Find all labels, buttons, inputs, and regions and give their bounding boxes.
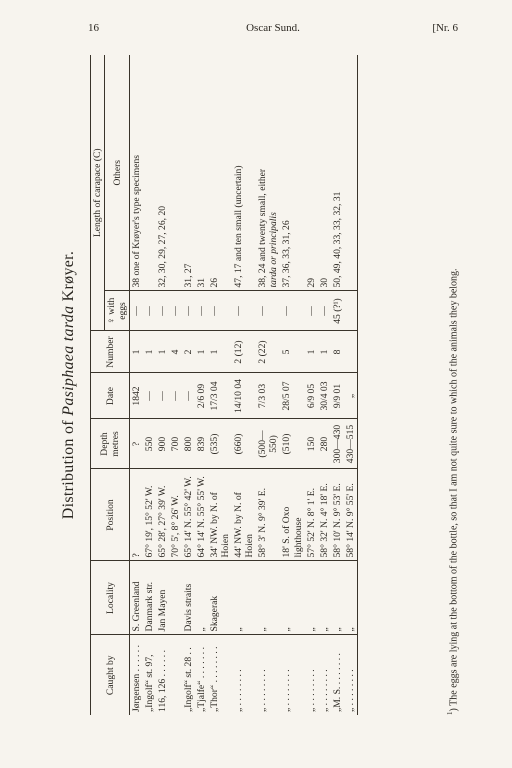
col-length-group: Length of carapace (C) — [91, 55, 105, 331]
cell-caught-by — [130, 635, 144, 715]
cell-position-text: 57° 52' N. 8° 1' E. — [305, 488, 317, 558]
cell-depth — [331, 419, 344, 469]
cell-eggs — [208, 291, 232, 331]
cell-date-text: 28/5 07 — [281, 381, 293, 411]
table-row — [318, 55, 331, 715]
running-header — [88, 22, 458, 38]
table-row — [130, 55, 144, 715]
cell-caught-by — [195, 635, 208, 715]
cell-position-text: ? — [131, 553, 143, 558]
cell-locality — [208, 561, 232, 635]
cell-others — [318, 55, 331, 291]
cell-number — [256, 331, 280, 373]
cell-position — [318, 469, 331, 561]
table-row — [156, 55, 169, 715]
cell-caught-by-text: „Ingolf“ st. 97, — [144, 654, 156, 712]
cell-date-text: 14/10 04 — [233, 379, 245, 413]
cell-position — [344, 469, 358, 561]
title-authority: Krøyer. — [60, 250, 77, 302]
cell-date — [331, 373, 344, 419]
cell-eggs-text: — — [281, 306, 293, 316]
cell-position-text: 58° 3' N. 9° 39' E. — [257, 488, 269, 558]
cell-caught-by — [232, 635, 256, 715]
cell-number-text: 1 — [305, 349, 317, 355]
table-row — [331, 55, 344, 715]
cell-eggs — [344, 291, 358, 331]
cell-others — [232, 55, 256, 291]
cell-position-text: 67° 19', 15° 52' W. — [144, 485, 156, 558]
cell-date — [130, 373, 144, 419]
cell-locality-text: „ — [331, 627, 343, 632]
cell-number-text: 5 — [281, 349, 293, 355]
cell-position — [280, 469, 304, 561]
cell-others-text: 29 — [305, 277, 317, 288]
cell-others-text: 37, 36, 33, 31, 26 — [281, 220, 293, 288]
cell-position-text: 58° 14' N. 9° 55' E. — [344, 483, 356, 558]
cell-number — [195, 331, 208, 373]
cell-others — [331, 55, 344, 291]
cell-others — [156, 55, 169, 291]
cell-position-text: 65° 28', 27° 39' W. — [157, 485, 169, 558]
cell-number-text: 2 — [183, 349, 195, 355]
cell-locality-text: Davis straits — [183, 583, 195, 632]
cell-eggs-text: — — [183, 306, 195, 316]
cell-eggs — [318, 291, 331, 331]
page-number: 16 — [88, 22, 99, 34]
cell-depth-text: 900 — [157, 436, 169, 452]
cell-position — [156, 469, 169, 561]
cell-caught-by-text: 116, 126 . . . . . . — [157, 649, 169, 712]
cell-eggs-text: — — [157, 306, 169, 316]
cell-caught-by-text: Jørgensen . . . . . . — [131, 645, 143, 712]
cell-depth-text: (535) — [209, 433, 221, 455]
cell-locality — [232, 561, 256, 635]
cell-others — [208, 55, 232, 291]
cell-eggs-text: 45 (?¹) — [331, 298, 343, 324]
cell-others-text: 26 — [209, 277, 221, 288]
cell-depth-text: 150 — [305, 436, 317, 452]
cell-eggs-text: — — [131, 306, 143, 316]
cell-depth — [156, 419, 169, 469]
cell-others — [195, 55, 208, 291]
col-females-eggs: ♀ with eggs — [105, 291, 130, 331]
cell-date-text: 9/9 01 — [331, 383, 343, 409]
cell-caught-by — [344, 635, 358, 715]
cell-date-text: 1842 — [131, 386, 143, 406]
cell-caught-by-text: „ . . . . . . . . — [233, 669, 245, 712]
cell-depth-text: ? — [131, 441, 143, 447]
col-number: Number — [91, 331, 130, 373]
cell-position — [169, 469, 182, 561]
cell-locality — [130, 561, 144, 635]
cell-others — [344, 55, 358, 291]
cell-position-text: 64° 14' N. 55° 55' W. — [196, 476, 208, 558]
cell-eggs-text: — — [196, 306, 208, 316]
cell-caught-by-text: „Ingolf“ st. 28 . . — [183, 647, 195, 712]
cell-locality — [331, 561, 344, 635]
cell-depth — [280, 419, 304, 469]
cell-locality — [256, 561, 280, 635]
cell-depth — [344, 419, 358, 469]
cell-others-text: 31 — [196, 277, 208, 288]
cell-caught-by — [331, 635, 344, 715]
table-row — [182, 55, 195, 715]
cell-depth-text: 800 — [183, 436, 195, 452]
cell-position — [130, 469, 144, 561]
table-row — [232, 55, 256, 715]
cell-eggs-text: — — [170, 306, 182, 316]
cell-date — [305, 373, 318, 419]
cell-others — [256, 55, 280, 291]
table-row — [169, 55, 182, 715]
cell-depth — [195, 419, 208, 469]
series-number: [Nr. 6 — [432, 22, 458, 34]
cell-number-text: 2 (22) — [257, 340, 269, 364]
table-row — [344, 55, 358, 715]
cell-locality-text: „ — [318, 627, 330, 632]
cell-caught-by — [280, 635, 304, 715]
cell-date-text: — — [183, 391, 195, 401]
cell-eggs — [305, 291, 318, 331]
cell-locality — [169, 561, 182, 635]
cell-others — [305, 55, 318, 291]
cell-date-text: — — [144, 391, 156, 401]
cell-locality — [195, 561, 208, 635]
cell-number-text: 1 — [157, 349, 169, 355]
cell-locality-text: „ — [233, 627, 245, 632]
cell-depth — [169, 419, 182, 469]
cell-number — [143, 331, 156, 373]
cell-others — [280, 55, 304, 291]
cell-depth — [143, 419, 156, 469]
cell-others — [143, 55, 156, 291]
cell-position-text: 34' NW. by N. of Hoien — [209, 492, 232, 558]
cell-position — [256, 469, 280, 561]
cell-others-text: 31, 27 — [183, 263, 195, 288]
cell-caught-by-text: „M. S. . . . . . . . — [331, 653, 343, 712]
cell-position-text: 18' S. of Oxo lighthouse — [281, 506, 304, 558]
cell-date-text: 6/9 05 — [305, 383, 317, 409]
cell-depth — [232, 419, 256, 469]
col-locality: Locality — [91, 561, 130, 635]
cell-date-text: „ — [344, 393, 356, 399]
cell-number-text: 1 — [318, 349, 330, 355]
cell-eggs-text: — — [144, 306, 156, 316]
cell-locality-text: Jan Mayen — [157, 589, 169, 632]
cell-eggs — [195, 291, 208, 331]
cell-others-text: 38, 24 and twenty small, either — [257, 168, 269, 288]
title-text: Distribution of — [60, 420, 77, 520]
cell-date — [318, 373, 331, 419]
cell-eggs — [280, 291, 304, 331]
cell-caught-by-text: „ . . . . . . . . — [281, 669, 293, 712]
cell-date — [169, 373, 182, 419]
cell-number — [156, 331, 169, 373]
cell-eggs — [182, 291, 195, 331]
cell-date — [344, 373, 358, 419]
cell-number-text: 1 — [131, 349, 143, 355]
cell-locality-text: „ — [196, 627, 208, 632]
cell-eggs — [232, 291, 256, 331]
cell-date — [195, 373, 208, 419]
cell-locality — [156, 561, 169, 635]
col-caught-by: Caught by — [91, 635, 130, 715]
cell-locality-text: „ — [344, 627, 356, 632]
col-depth: Depth metres — [91, 419, 130, 469]
cell-locality — [318, 561, 331, 635]
cell-caught-by — [143, 635, 156, 715]
cell-date — [156, 373, 169, 419]
cell-date-text: — — [170, 391, 182, 401]
cell-number — [182, 331, 195, 373]
cell-locality-text: Skagerak — [209, 595, 221, 632]
cell-position-text: 70° 5', 8° 26' W. — [170, 495, 182, 558]
table-row — [256, 55, 280, 715]
cell-position-text: 44' NW. by N. of Hoien — [233, 492, 256, 558]
cell-others-text: 38 one of Krøyer's type specimens — [131, 154, 143, 288]
table-row — [143, 55, 156, 715]
col-position: Position — [91, 469, 130, 561]
cell-depth-text: 700 — [170, 436, 182, 452]
cell-position-text: 58° 10' N. 9° 53' E. — [331, 483, 343, 558]
cell-depth — [182, 419, 195, 469]
cell-depth — [318, 419, 331, 469]
cell-caught-by — [305, 635, 318, 715]
cell-eggs — [331, 291, 344, 331]
cell-caught-by — [156, 635, 169, 715]
cell-number-text: 1 — [144, 349, 156, 355]
cell-others-continuation: tarda or principalis — [268, 212, 280, 288]
cell-caught-by-text: „ . . . . . . . . — [318, 669, 330, 712]
cell-others-text: 47, 17 and ten small (uncertain) — [233, 165, 245, 288]
cell-depth-text: (510) — [281, 433, 293, 455]
cell-number — [305, 331, 318, 373]
cell-caught-by-text: „ . . . . . . . . — [257, 669, 269, 712]
cell-others-text: 50, 49, 40, 33, 33, 32, 31 — [331, 191, 343, 288]
cell-locality-text: „ — [305, 627, 317, 632]
cell-others — [169, 55, 182, 291]
cell-eggs — [169, 291, 182, 331]
cell-position — [143, 469, 156, 561]
cell-eggs — [143, 291, 156, 331]
cell-date-text: 17/3 04 — [209, 381, 221, 411]
cell-caught-by — [182, 635, 195, 715]
cell-number-text: 1 — [196, 349, 208, 355]
table-row — [280, 55, 304, 715]
cell-eggs-text: — — [305, 306, 317, 316]
footnote-text: ) The eggs are lying at the bottom of the bottle, so that I am not quite sure to which of the animals they belong. — [448, 268, 460, 712]
cell-number-text: 8 — [331, 349, 343, 355]
cell-number — [232, 331, 256, 373]
cell-eggs-text: — — [318, 306, 330, 316]
cell-depth — [130, 419, 144, 469]
col-date: Date — [91, 373, 130, 419]
cell-date-text: 30/4 03 — [318, 381, 330, 411]
cell-date-text: — — [157, 391, 169, 401]
cell-position — [195, 469, 208, 561]
cell-others-text: 30 — [318, 277, 330, 288]
cell-eggs — [130, 291, 144, 331]
cell-position-text: 58° 32' N. 4° 18' E. — [318, 483, 330, 558]
cell-locality — [305, 561, 318, 635]
cell-caught-by-text: „Thor“ . . . . . . . . — [209, 646, 221, 712]
cell-eggs-text: — — [209, 306, 221, 316]
cell-eggs-text: — — [233, 306, 245, 316]
cell-caught-by — [169, 635, 182, 715]
title-species: Pasiphaea tarda — [60, 305, 77, 416]
table-title — [60, 55, 86, 715]
table-row — [195, 55, 208, 715]
cell-depth-text: 550 — [144, 436, 156, 452]
cell-locality — [344, 561, 358, 635]
cell-eggs-text: — — [257, 306, 269, 316]
cell-date — [208, 373, 232, 419]
cell-number-text: 2 (12) — [233, 340, 245, 364]
footnote — [446, 55, 459, 715]
cell-others-text: 32, 30, 29, 27, 26, 20 — [157, 205, 169, 288]
cell-locality-text: „ — [281, 627, 293, 632]
cell-locality — [143, 561, 156, 635]
cell-number — [318, 331, 331, 373]
table-row — [305, 55, 318, 715]
cell-position — [305, 469, 318, 561]
cell-depth — [208, 419, 232, 469]
footnote-mark: 1 — [446, 711, 454, 715]
cell-depth — [305, 419, 318, 469]
cell-date — [143, 373, 156, 419]
cell-caught-by-text: „ . . . . . . . . — [305, 669, 317, 712]
cell-position — [232, 469, 256, 561]
cell-position — [182, 469, 195, 561]
cell-depth-text: 280 — [318, 436, 330, 452]
cell-depth-text: 839 — [196, 436, 208, 452]
cell-position-text: 65° 14' N. 55° 42' W. — [183, 476, 195, 558]
cell-depth — [256, 419, 280, 469]
cell-others — [182, 55, 195, 291]
cell-number — [280, 331, 304, 373]
cell-number — [208, 331, 232, 373]
cell-locality — [182, 561, 195, 635]
cell-date — [182, 373, 195, 419]
cell-number — [169, 331, 182, 373]
cell-date — [232, 373, 256, 419]
cell-locality — [280, 561, 304, 635]
table-row — [208, 55, 232, 715]
cell-date — [256, 373, 280, 419]
distribution-table — [90, 55, 358, 715]
cell-number-text: 4 — [170, 349, 182, 355]
cell-eggs — [256, 291, 280, 331]
cell-position — [331, 469, 344, 561]
cell-date — [280, 373, 304, 419]
cell-caught-by — [256, 635, 280, 715]
cell-number-text: 1 — [209, 349, 221, 355]
cell-date-text: 7/3 03 — [257, 383, 269, 409]
cell-caught-by-text: „ . . . . . . . . — [344, 669, 356, 712]
cell-locality-text: Danmark str. — [144, 581, 156, 632]
cell-locality-text: „ — [257, 627, 269, 632]
cell-caught-by — [318, 635, 331, 715]
cell-date-text: 2/6 09 — [196, 383, 208, 409]
cell-eggs — [156, 291, 169, 331]
rotated-table-block — [60, 55, 470, 715]
cell-depth-text: 430—515 — [344, 424, 356, 464]
cell-depth-text: (500—550) — [257, 430, 280, 458]
cell-number — [331, 331, 344, 373]
cell-locality-text: S. Greenland — [131, 581, 143, 632]
cell-caught-by — [208, 635, 232, 715]
col-others: Others — [105, 55, 130, 291]
cell-caught-by-text: „Tjalfe“ . . . . . . . — [196, 647, 208, 712]
cell-depth-text: 300—430 — [331, 424, 343, 464]
running-author: Oscar Sund. — [246, 22, 300, 34]
cell-others — [130, 55, 144, 291]
cell-depth-text: (660) — [233, 433, 245, 455]
cell-number — [130, 331, 144, 373]
cell-number — [344, 331, 358, 373]
cell-position — [208, 469, 232, 561]
